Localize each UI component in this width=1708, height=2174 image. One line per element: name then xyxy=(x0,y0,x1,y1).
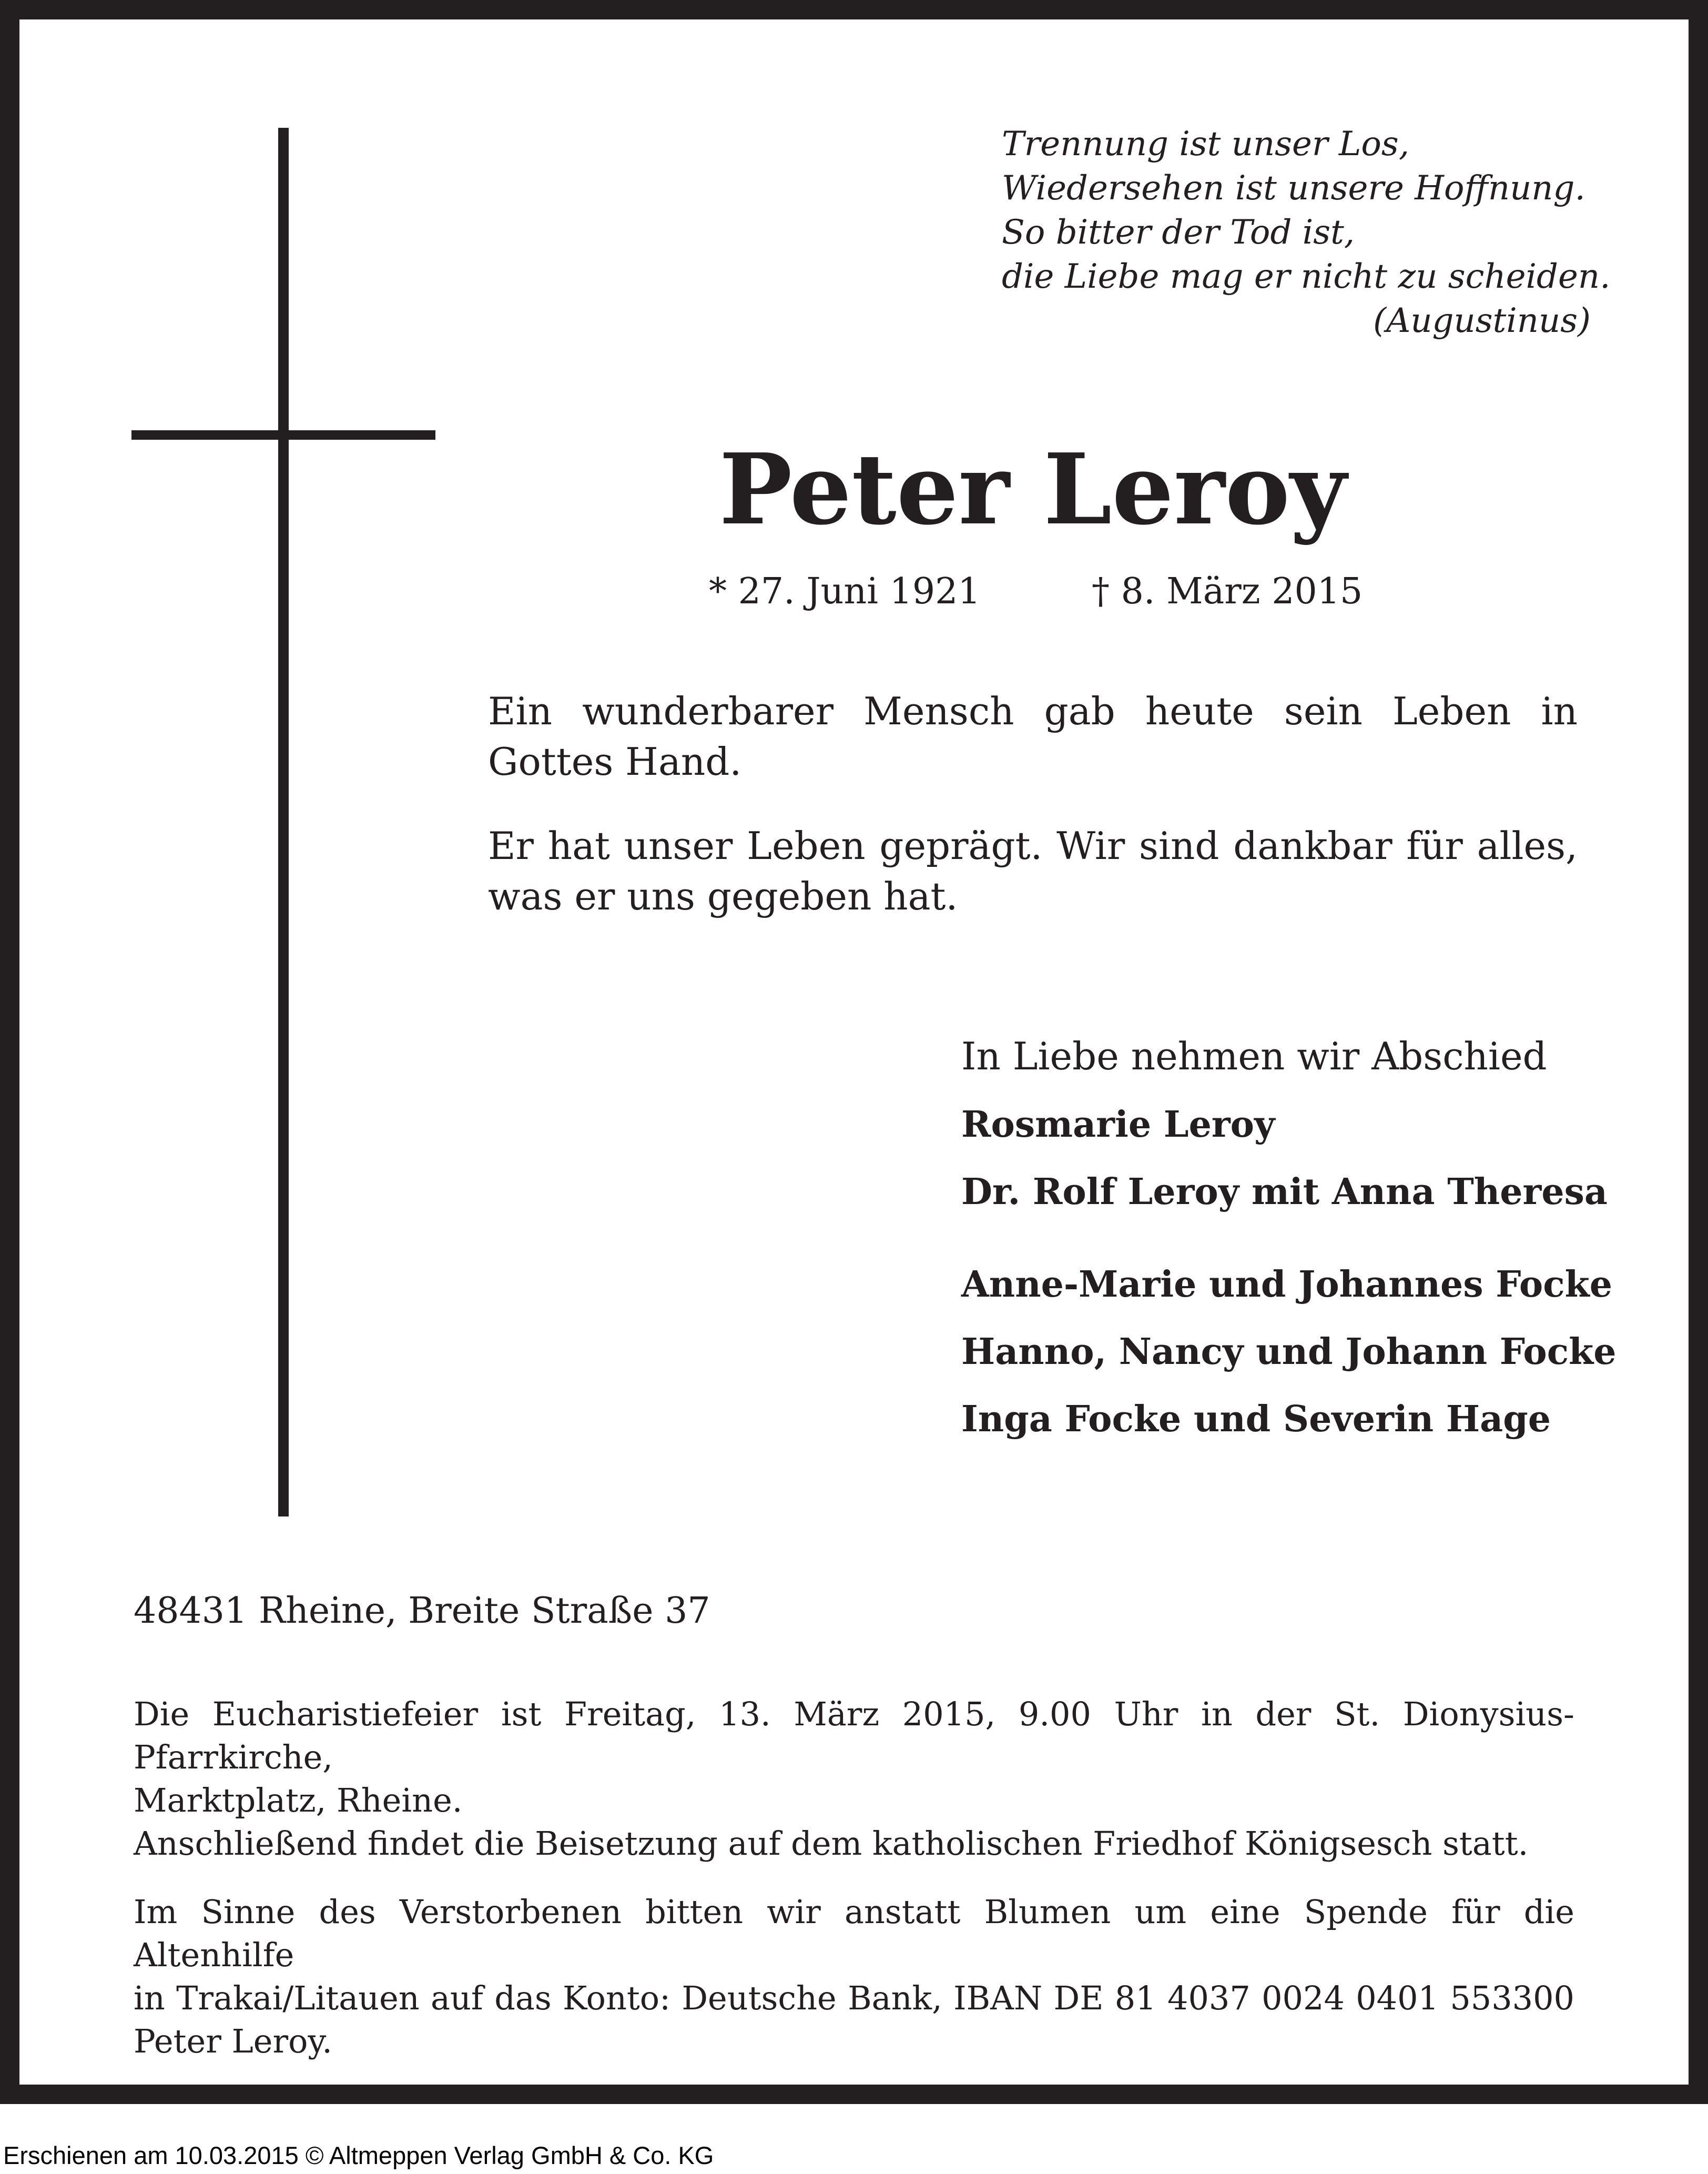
deceased-name: Peter Leroy xyxy=(719,432,1347,547)
mourner-name: Anne-Marie und Johannes Focke xyxy=(961,1263,1612,1306)
memorial-quote xyxy=(1002,122,1611,343)
quote-line: So bitter der Tod ist, xyxy=(1002,213,1355,252)
publication-footer: Erschienen am 10.03.2015 © Altmeppen Verlag GmbH & Co. KG xyxy=(3,2141,714,2169)
service-line: Marktplatz, Rheine. xyxy=(134,1781,463,1819)
farewell-line: In Liebe nehmen wir Abschied xyxy=(961,1034,1547,1078)
service-info xyxy=(134,1693,1574,1865)
mourner-name: Dr. Rolf Leroy mit Anna Theresa xyxy=(961,1171,1608,1213)
donation-info xyxy=(134,1890,1574,2063)
life-dates xyxy=(709,568,1363,615)
cross-icon-horizontal-bar xyxy=(131,430,435,440)
donation-line: Peter Leroy. xyxy=(134,2022,332,2060)
family-address: 48431 Rheine, Breite Straße 37 xyxy=(134,1590,710,1632)
cross-icon-vertical-bar xyxy=(278,128,289,1516)
quote-line: Wiedersehen ist unsere Hoffnung. xyxy=(1002,169,1585,208)
mourner-name: Rosmarie Leroy xyxy=(961,1104,1275,1146)
service-line: Die Eucharistiefeier ist Freitag, 13. März 2015, 9.00 Uhr in der St. Dionysius-Pfarrkirche, xyxy=(134,1695,1574,1776)
quote-author: (Augustinus) xyxy=(1373,301,1591,340)
quote-line: Trennung ist unser Los, xyxy=(1002,125,1410,164)
mourner-name: Hanno, Nancy und Johann Focke xyxy=(961,1331,1616,1373)
service-line: Anschließend findet die Beisetzung auf dem katholischen Friedhof Königsesch statt. xyxy=(134,1824,1529,1863)
donation-line: in Trakai/Litauen auf das Konto: Deutsche Bank, IBAN DE 81 4037 0024 0401 553300 xyxy=(134,1979,1574,2017)
donation-line: Im Sinne des Verstorbenen bitten wir anstatt Blumen um eine Spende für die Altenhilfe xyxy=(134,1893,1574,1974)
tribute-paragraph: Ein wunderbarer Mensch gab heute sein Leben in Gottes Hand. xyxy=(488,689,1578,784)
mourner-name: Inga Focke und Severin Hage xyxy=(961,1398,1551,1440)
death-date: † 8. März 2015 xyxy=(1092,571,1363,612)
quote-line: die Liebe mag er nicht zu scheiden. xyxy=(1002,257,1611,296)
birth-date: * 27. Juni 1921 xyxy=(709,571,981,612)
tribute-paragraph: Er hat unser Leben geprägt. Wir sind dankbar für alles, was er uns gegeben hat. xyxy=(488,824,1578,918)
